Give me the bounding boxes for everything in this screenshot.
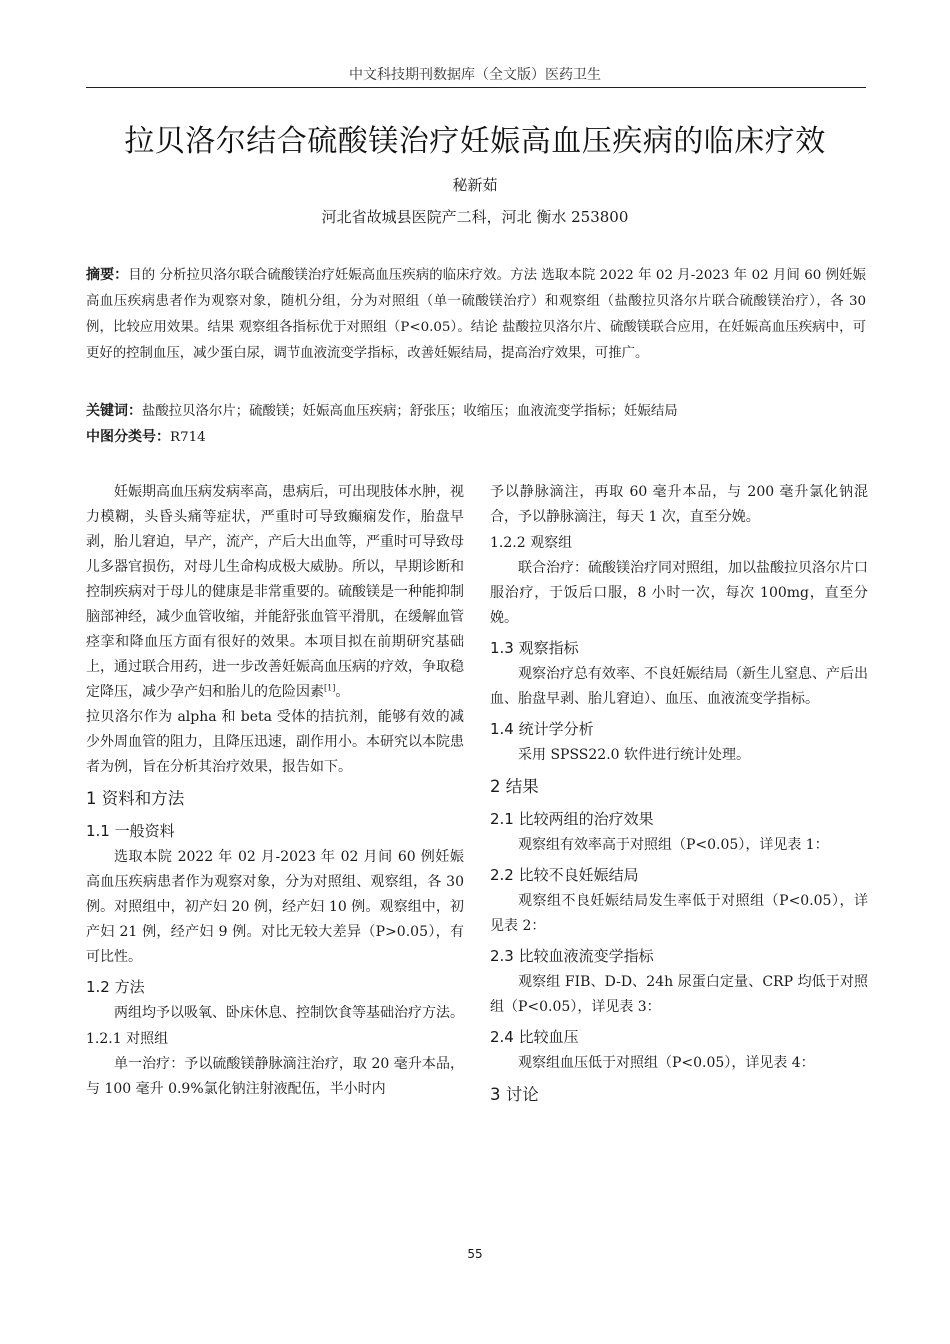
keywords-text: 盐酸拉贝洛尔片；硫酸镁；妊娠高血压疾病；舒张压；收缩压；血液流变学指标；妊娠结局 (142, 404, 678, 419)
intro-text: 妊娠期高血压病发病率高，患病后，可出现肢体水肿，视力模糊，头昏头痛等症状，严重时可导致癫痫发作，胎盘早剥，胎儿窘迫，早产，流产，产后大出血等，严重时可导致母儿多器官损伤，对母儿生命构成极大威胁。所以，早期诊断和控制疾病对于母儿的健康是非常重要的。硫酸镁是一种能抑制脑部神经，减少血管收缩，并能舒张血管平滑肌，在缓解血管痉挛和降血压方面有很好的效果。本项目拟在前期研究基础上，通过联合用药，进一步改善妊娠高血压病的疗效，争取稳定降压，减少孕产妇和胎儿的危险因素 (86, 484, 464, 700)
right-column (490, 480, 868, 1112)
section-heading-1-1: 1.1 一般资料 (86, 822, 175, 840)
paragraph-1-2-2: 联合治疗：硫酸镁治疗同对照组，加以盐酸拉贝洛尔片口服治疗，于饭后口服，8 小时一次，每次 100mg，直至分娩。 (490, 560, 868, 626)
clc-value: R714 (170, 430, 206, 445)
intro-paragraph-2: 拉贝洛尔作为 alpha 和 beta 受体的拮抗剂，能够有效的减少外周血管的阻力，且降压迅速，副作用小。本研究以本院患者为例，旨在分析其治疗效果，报告如下。 (86, 709, 464, 775)
section-heading-3: 3 讨论 (490, 1085, 539, 1104)
paragraph-2-4: 观察组血压低于对照组（P<0.05），详见表 4： (518, 1055, 815, 1071)
abstract-label: 摘要： (86, 267, 129, 283)
section-heading-1-2-2: 1.2.2 观察组 (490, 535, 573, 551)
clc-label: 中图分类号： (86, 429, 170, 445)
paragraph-1-2-1: 单一治疗：予以硫酸镁静脉滴注治疗，取 20 毫升本品，与 100 毫升 0.9%氯化钠注射液配伍，半小时内 (86, 1056, 464, 1097)
citation-ref: [1] (324, 683, 336, 693)
section-heading-2-4: 2.4 比较血压 (490, 1028, 579, 1046)
page-number: 55 (467, 1247, 483, 1261)
paragraph-1-2: 两组均予以吸氧、卧床休息、控制饮食等基础治疗方法。 (114, 1005, 464, 1021)
paper-title: 拉贝洛尔结合硫酸镁治疗妊娠高血压疾病的临床疗效 (124, 124, 826, 159)
left-column (86, 480, 464, 1102)
paragraph-continued: 予以静脉滴注，再取 60 毫升本品，与 200 毫升氯化钠混合，予以静脉滴注，每天 1 次，直至分娩。 (490, 484, 868, 525)
section-heading-2-3: 2.3 比较血液流变学指标 (490, 947, 654, 965)
section-heading-2-2: 2.2 比较不良妊娠结局 (490, 866, 639, 884)
paragraph-2-2: 观察组不良妊娠结局发生率低于对照组（P<0.05），详见表 2： (490, 893, 868, 934)
abstract-text: 目的 分析拉贝洛尔联合硫酸镁治疗妊娠高血压疾病的临床疗效。方法 选取本院 2022 年 02 月-2023 年 02 月间 60 例妊娠高血压疾病患者作为观察对象，随机分组，分为对照组（单一硫酸镁治疗）和观察组（盐酸拉贝洛尔片联合硫酸镁治疗），各 30 例，比较应用效果。结果 观察组各指标优于对照组（P<0.05）。结论 盐酸拉贝洛尔片、硫酸镁联合应用，在妊娠高血压疾病中，可更好的控制血压，减少蛋白尿，调节血液流变学指标，改善妊娠结局，提高治疗效果，可推广。 (86, 268, 867, 361)
classification-number (86, 426, 866, 449)
header-rule (86, 87, 866, 88)
section-heading-2: 2 结果 (490, 777, 539, 796)
section-heading-1-4: 1.4 统计学分析 (490, 720, 594, 738)
affiliation: 河北省故城县医院产二科，河北 衡水 253800 (321, 208, 629, 226)
section-heading-2-1: 2.1 比较两组的治疗效果 (490, 810, 654, 828)
section-heading-1-3: 1.3 观察指标 (490, 639, 579, 657)
abstract (86, 262, 866, 367)
paragraph-1-3: 观察治疗总有效率、不良妊娠结局（新生儿窒息、产后出血、胎盘早剥、胎儿窘迫）、血压、血液流变学指标。 (490, 666, 868, 707)
keywords-label: 关键词： (86, 403, 142, 419)
intro-end: 。 (335, 684, 350, 700)
section-heading-1-2: 1.2 方法 (86, 978, 145, 996)
keywords (86, 400, 866, 423)
section-heading-1-2-1: 1.2.1 对照组 (86, 1031, 169, 1047)
paragraph-1-1: 选取本院 2022 年 02 月-2023 年 02 月间 60 例妊娠高血压疾病患者作为观察对象，分为对照组、观察组，各 30 例。对照组中，初产妇 20 例，经产妇 10 例。观察组中，初产妇 21 例，经产妇 9 例。对比无较大差异（P>0.05），有可比性。 (86, 849, 464, 965)
paragraph-2-3: 观察组 FIB、D-D、24h 尿蛋白定量、CRP 均低于对照组（P<0.05），详见表 3： (490, 974, 868, 1015)
paragraph-2-1: 观察组有效率高于对照组（P<0.05），详见表 1： (518, 837, 829, 853)
journal-header: 中文科技期刊数据库（全文版）医药卫生 (349, 67, 601, 83)
paragraph-1-4: 采用 SPSS22.0 软件进行统计处理。 (518, 747, 751, 763)
author: 秘新茹 (452, 176, 498, 194)
intro-paragraph (86, 480, 464, 705)
section-heading-1: 1 资料和方法 (86, 789, 185, 808)
